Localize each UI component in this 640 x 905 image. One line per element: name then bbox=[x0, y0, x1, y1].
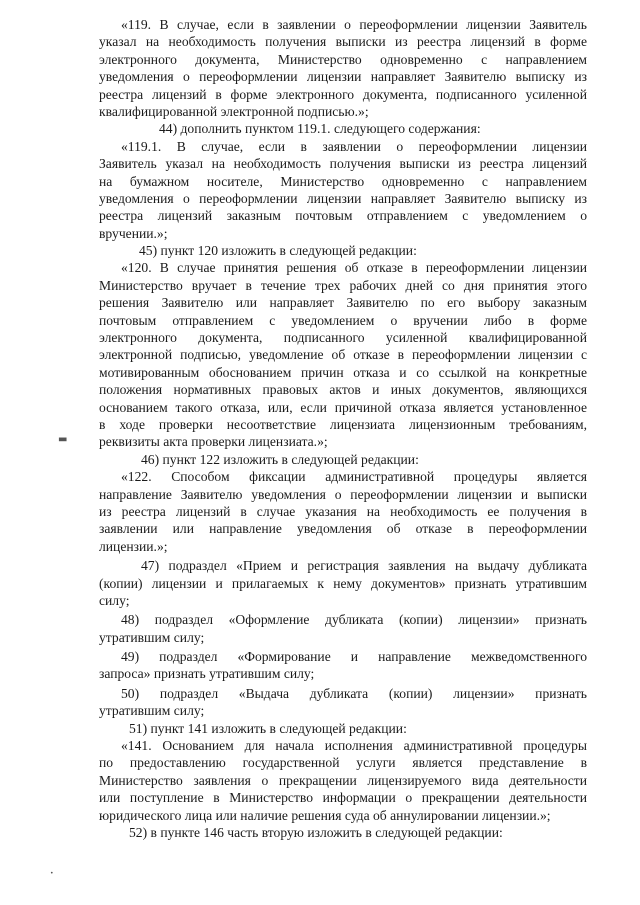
text-line: Заявитель указал на необходимость получения выписки из реестра лицензий bbox=[99, 156, 587, 172]
text-line: направление Заявителю уведомления о переоформлении лицензии и выписки bbox=[99, 486, 587, 502]
text-line: указал на необходимость получения выписки из реестра лицензий в форме bbox=[99, 34, 587, 50]
text-line: реестра лицензий заказным почтовым отправлением с уведомлением о bbox=[99, 208, 587, 224]
text-line: в ходе проверки несоответствие лицензиата лицензионным требованиям, bbox=[99, 416, 587, 432]
text-line: основанием такого отказа, или, если причиной отказа является установленное bbox=[99, 399, 587, 415]
scan-dot: • bbox=[50, 870, 54, 877]
text-line: Министерство вручает в течение трех рабочих дней со дня принятия этого bbox=[99, 277, 587, 293]
text-line: запроса» признать утратившим силу; bbox=[99, 666, 315, 682]
text-line: реестра лицензий в форме электронного документа, подписанного усиленной bbox=[99, 86, 587, 102]
text-line: (копии) лицензии и прилагаемых к нему документов» признать утратившим bbox=[99, 575, 587, 591]
text-line: 50) подраздел «Выдача дубликата (копии) лицензии» признать bbox=[121, 685, 587, 701]
text-line: утратившим силу; bbox=[99, 629, 205, 645]
text-line: 51) пункт 141 изложить в следующей редакции: bbox=[129, 720, 407, 736]
text-line: решения Заявителю или направляет Заявителю по его выбору заказным bbox=[99, 295, 587, 311]
text-line: утратившим силу; bbox=[99, 703, 205, 719]
text-line: 48) подраздел «Оформление дубликата (копии) лицензии» признать bbox=[121, 612, 587, 628]
text-line: силу; bbox=[99, 592, 130, 608]
text-line: уведомления о переоформлении лицензии направляет Заявителю выписку из bbox=[99, 69, 587, 85]
text-line: юридического лица или наличие решения суда об аннулировании лицензии.»; bbox=[99, 807, 551, 823]
text-line: 44) дополнить пунктом 119.1. следующего содержания: bbox=[159, 121, 481, 137]
text-line: или поступление в Министерство информации о прекращении деятельности bbox=[99, 790, 587, 806]
text-line: положения нормативных правовых актов и иных документов, являющихся bbox=[99, 382, 587, 398]
text-line: из реестра лицензий в случае указания на необходимость ее получения в bbox=[99, 503, 587, 519]
text-line: по предоставлению государственной услуги является представление в bbox=[99, 755, 587, 771]
text-line: заявлении или направление уведомления об отказе в переоформлении bbox=[99, 521, 587, 537]
text-line: лицензии.»; bbox=[99, 538, 168, 554]
text-line: на бумажном носителе, Министерство одновременно с направлением bbox=[99, 173, 587, 189]
text-line: «120. В случае принятия решения об отказе в переоформлении лицензии bbox=[121, 260, 587, 276]
text-line: «119. В случае, если в заявлении о переоформлении лицензии Заявитель bbox=[121, 17, 587, 32]
document-body bbox=[99, 16, 587, 841]
text-line: Министерство заявления о прекращении лицензируемого вида деятельности bbox=[99, 772, 587, 788]
text-line: мотивированным обоснованием причин отказа и со ссылкой на конкретные bbox=[99, 364, 587, 380]
text-line: «119.1. В случае, если в заявлении о переоформлении лицензии bbox=[121, 138, 587, 154]
text-line: «141. Основанием для начала исполнения административной процедуры bbox=[121, 738, 587, 754]
text-line: 52) в пункте 146 часть вторую изложить в следующей редакции: bbox=[129, 824, 503, 840]
text-line: 47) подраздел «Прием и регистрация заявления на выдачу дубликата bbox=[141, 558, 587, 574]
text-line: уведомления о переоформлении лицензии направляет Заявителю выписку из bbox=[99, 190, 587, 206]
text-line: 49) подраздел «Формирование и направление межведомственного bbox=[121, 649, 587, 665]
text-line: почтовым отправлением с уведомлением о вручении либо в форме bbox=[99, 312, 587, 328]
text-line: «122. Способом фиксации административной процедуры является bbox=[121, 469, 587, 485]
text-line: 46) пункт 122 изложить в следующей редакции: bbox=[141, 451, 419, 467]
scan-mark: ▬ bbox=[58, 434, 68, 445]
text-line: электронного документа, Министерство одновременно с направлением bbox=[99, 51, 587, 67]
text-line: вручении.»; bbox=[99, 225, 168, 241]
text-line: реквизиты акта проверки лицензиата.»; bbox=[99, 434, 328, 450]
text-line: электронного документа, подписанного усиленной квалифицированной bbox=[99, 330, 587, 346]
text-line: 45) пункт 120 изложить в следующей редакции: bbox=[139, 243, 417, 259]
text-line: электронной подписью, уведомление об отказе в переоформлении лицензии с bbox=[99, 347, 587, 363]
text-line: квалифицированной электронной подписью.»; bbox=[99, 103, 369, 119]
